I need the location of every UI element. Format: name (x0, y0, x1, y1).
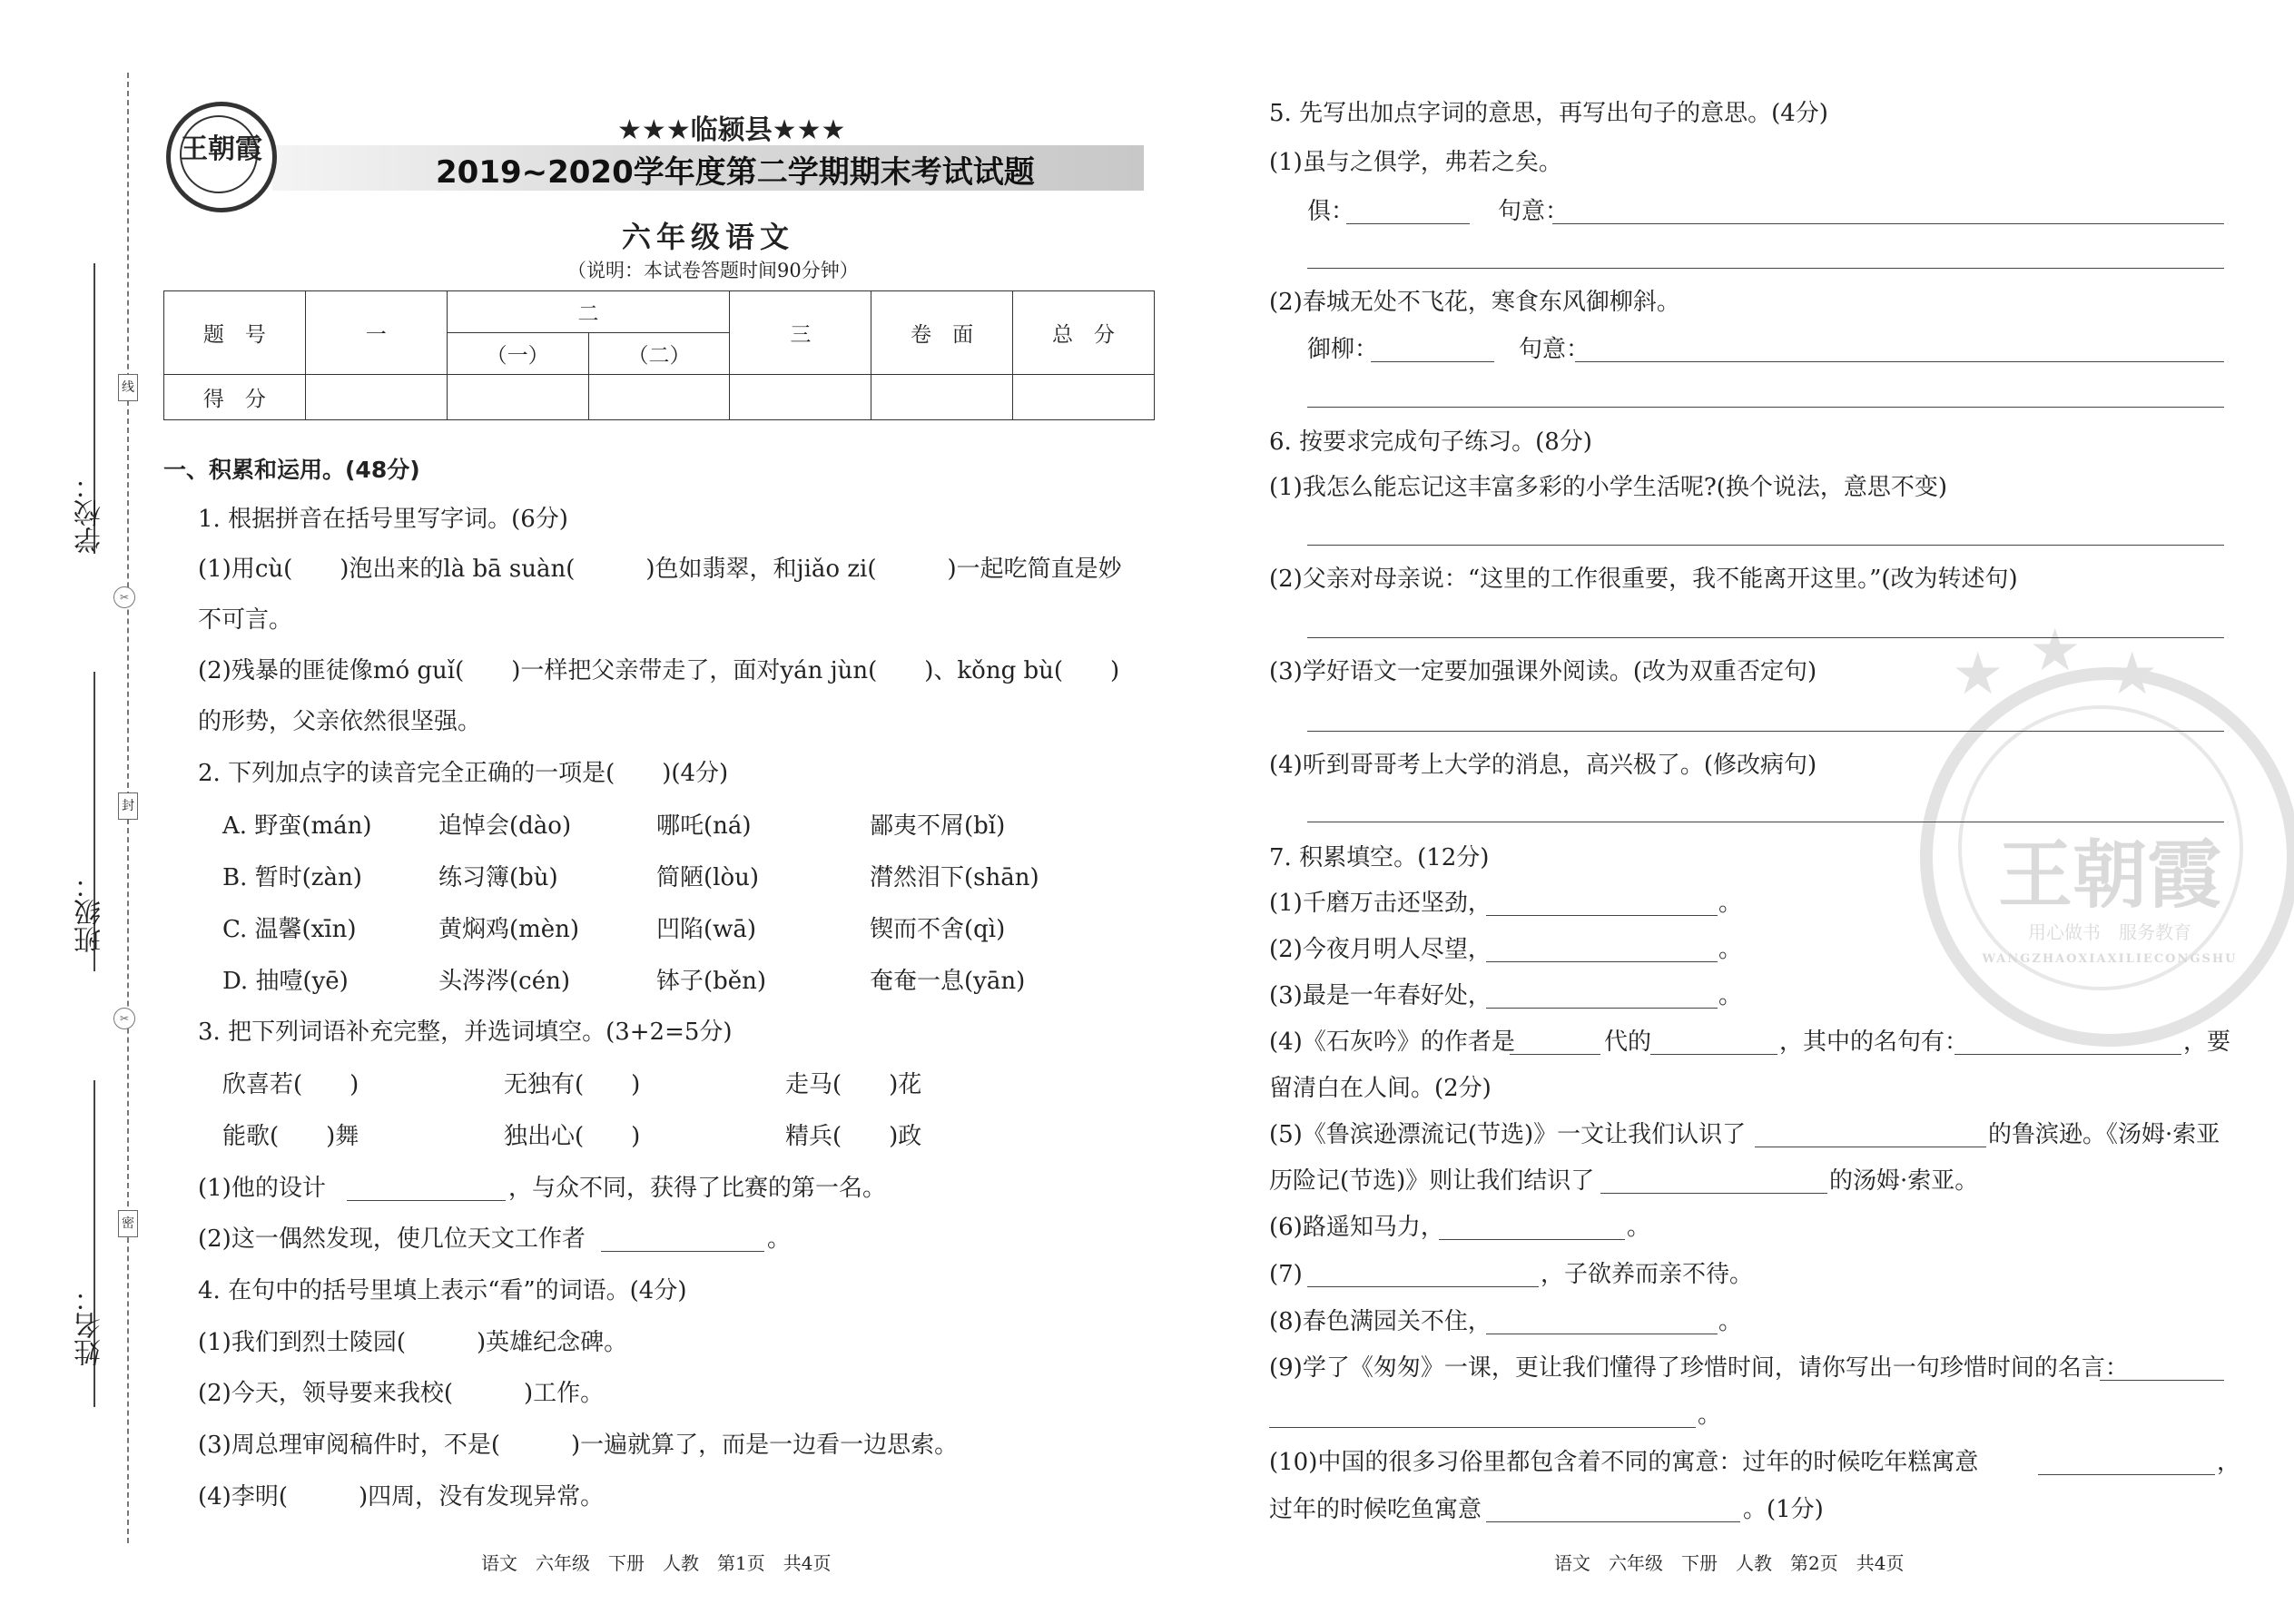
q5-stem: 5. 先写出加点字词的意思，再写出句子的意思。(4分) (1269, 100, 1828, 127)
q6-1: (1)我怎么能忘记这丰富多彩的小学生活呢?(换个说法，意思不变) (1269, 474, 1948, 501)
q5-1 (1269, 147, 1562, 178)
q2-D-3: 钵子(běn) (656, 968, 767, 995)
q7-10-answer-line-2[interactable] (1486, 1521, 1740, 1522)
q3-word-2: 无独有( ) (504, 1071, 641, 1098)
q2-C-4: 锲而不舍(qì) (870, 916, 1006, 943)
q7-10-d: 。(1分) (1743, 1496, 1824, 1523)
county-title: ★★★临颍县★★★ (617, 114, 846, 146)
q5-2-word-line[interactable] (1371, 361, 1494, 362)
q4-1: (1)我们到烈士陵园( )英雄纪念碑。 (198, 1329, 628, 1356)
score-col-1: 一 (305, 291, 447, 375)
binding-tag-line: 线 (118, 374, 138, 401)
score-col-tihao: 题 号 (164, 291, 306, 375)
score-cell[interactable] (871, 375, 1013, 420)
q2-C-3: 凹陷(wā) (656, 916, 757, 943)
q1-2-line1: (2)残暴的匪徒像mó guǐ( )一样把父亲带走了，面对yán jùn( )、kǒng bù( ) (198, 657, 1120, 684)
q7-3-text: (3)最是一年春好处， (1269, 982, 1492, 1009)
q5-2: (2)春城无处不飞花，寒食东风御柳斜。 (1269, 289, 1680, 316)
watermark-seal (1920, 667, 2294, 1047)
watermark-name: 王朝霞 (1997, 832, 2221, 919)
q4-2: (2)今天，领导要来我校( )工作。 (198, 1380, 605, 1407)
q5-2-word-label: 御柳： (1307, 336, 1379, 363)
q7-6-answer-line[interactable] (1439, 1239, 1625, 1240)
q2-D-1: D. 抽噎(yē) (222, 968, 349, 995)
q7-4-e: 留清白在人间。(2分) (1269, 1075, 1492, 1102)
score-col-2: 二 (447, 291, 730, 333)
q7-4-verse-line[interactable] (1954, 1054, 2181, 1055)
score-col-total: 总 分 (1013, 291, 1155, 375)
q5-1-sent-line[interactable] (1552, 223, 2224, 224)
q4-4: (4)李明( )四周，没有发现异常。 (198, 1483, 605, 1511)
q7-5-answer-line-2[interactable] (1600, 1193, 1827, 1194)
q6-4: (4)听到哥哥考上大学的消息，高兴极了。(修改病句) (1269, 752, 1817, 779)
q7-5-a: (5)《鲁滨逊漂流记(节选)》一文让我们认识了 (1269, 1121, 1747, 1148)
q7-6-period: 。 (1627, 1214, 1651, 1241)
binding-tag-close: 密 (118, 1210, 138, 1237)
name-label: 姓名： (74, 1284, 106, 1366)
q7-4-d: ，要 (2183, 1029, 2231, 1056)
footer-left: 语文 六年级 下册 人教 第1页 共4页 (481, 1552, 832, 1574)
q2-stem: 2. 下列加点字的读音完全正确的一项是( )(4分) (198, 760, 729, 787)
watermark-pinyin: WANGZHAOXIAXILIECONGSHU (1982, 952, 2238, 966)
q2-A-4: 鄙夷不屑(bǐ) (870, 812, 1006, 840)
q3-word-1: 欣喜若( ) (222, 1071, 359, 1098)
q7-10-c: 过年的时候吃鱼寓意 (1269, 1496, 1482, 1523)
q7-7-answer-line[interactable] (1307, 1286, 1539, 1287)
q3-word-4: 能歌( )舞 (222, 1123, 359, 1150)
q7-9-text: (9)学了《匆匆》一课，更让我们懂得了珍惜时间，请你写出一句珍惜时间的名言： (1269, 1354, 2129, 1382)
q1-1-line2: 不可言。 (198, 606, 293, 634)
section-1-title: 一、积累和运用。(48分) (163, 457, 420, 483)
watermark-slogan: 用心做书 服务教育 (2028, 921, 2191, 943)
q7-stem: 7. 积累填空。(12分) (1269, 844, 1490, 871)
q3-1-answer-line[interactable] (347, 1200, 506, 1201)
watermark-star-icon: ★ (1952, 641, 2004, 708)
subject-title: 六年级语文 (622, 220, 795, 254)
q5-2-sent-line-2[interactable] (1307, 407, 2224, 408)
q2-C-2: 黄焖鸡(mèn) (438, 916, 580, 943)
score-cell[interactable] (588, 375, 730, 420)
q3-1-end: ，与众不同，获得了比赛的第一名。 (508, 1175, 887, 1202)
q6-2-answer-line[interactable] (1307, 637, 2224, 638)
q7-5-b: 的鲁滨逊。《汤姆·索亚 (1988, 1121, 2220, 1148)
school-label: 学校： (74, 472, 106, 554)
q7-6-text: (6)路遥知马力， (1269, 1214, 1444, 1241)
q7-5-d: 的汤姆·索亚。 (1829, 1167, 1979, 1195)
q3-word-5: 独出心( ) (504, 1123, 641, 1150)
score-row-label: 得 分 (164, 375, 306, 420)
q3-word-3: 走马( )花 (785, 1071, 922, 1098)
q7-8-text: (8)春色满园关不住， (1269, 1308, 1492, 1335)
q5-1-word-label: 俱： (1307, 198, 1355, 225)
q2-B-2: 练习簿(bù) (438, 864, 558, 891)
q7-9-answer-line-2[interactable] (1269, 1427, 1696, 1428)
score-col-2a: （一） (447, 333, 588, 375)
q3-stem: 3. 把下列词语补充完整，并选词填空。(3+2=5分) (198, 1019, 733, 1046)
q2-A-3: 哪吒(ná) (656, 812, 752, 840)
q7-4-dynasty-line[interactable] (1510, 1054, 1600, 1055)
q2-B-3: 简陋(lòu) (656, 864, 760, 891)
q3-2-start: (2)这一偶然发现，使几位天文工作者 (198, 1225, 586, 1253)
q6-3: (3)学好语文一定要加强课外阅读。(改为双重否定句) (1269, 658, 1817, 685)
score-table (163, 290, 1155, 420)
exam-title: 2019~2020学年度第二学期期末考试试题 (436, 154, 1035, 191)
q2-A-2: 追悼会(dào) (438, 812, 572, 840)
score-cell[interactable] (305, 375, 447, 420)
footer-right: 语文 六年级 下册 人教 第2页 共4页 (1554, 1552, 1905, 1574)
q7-1-period: 。 (1718, 890, 1743, 917)
class-label: 班级： (74, 871, 106, 953)
q7-4-b: 代的 (1604, 1029, 1652, 1056)
binding-knot-icon: ✂ (113, 586, 135, 608)
q6-2: (2)父亲对母亲说：“这里的工作很重要，我不能离开这里。”(改为转述句) (1269, 566, 2018, 593)
q5-2-sent-label: 句意： (1519, 336, 1590, 363)
q2-D-4: 奄奄一息(yān) (870, 968, 1026, 995)
q7-2-period: 。 (1718, 936, 1743, 963)
q7-2-answer-line[interactable] (1486, 961, 1718, 962)
q6-1-answer-line[interactable] (1307, 545, 2224, 546)
score-col-2b: （二） (588, 333, 730, 375)
binding-tag-seal: 封 (118, 792, 138, 820)
q7-3-answer-line[interactable] (1486, 1008, 1718, 1009)
q1-1-line1: (1)用cù( )泡出来的là bā suàn( )色如翡翠，和jiǎo zi( )一起吃简直是妙 (198, 556, 1122, 583)
q1-2-line2: 的形势，父亲依然很坚强。 (198, 708, 482, 735)
q5-2-sent-line[interactable] (1575, 361, 2224, 362)
q1-stem: 1. 根据拼音在括号里写字词。(6分) (198, 506, 568, 533)
score-cell[interactable] (730, 375, 871, 420)
q5-1-text: (1)虽与之俱学，弗若之矣。 (1269, 149, 1562, 176)
q7-7-b: ，子欲养而亲不待。 (1541, 1261, 1754, 1288)
q7-1-text: (1)千磨万击还坚劲， (1269, 890, 1492, 917)
watermark-star-icon: ★ (2106, 641, 2159, 708)
q6-stem: 6. 按要求完成句子练习。(8分) (1269, 428, 1592, 456)
q2-C-1: C. 温馨(xīn) (222, 916, 357, 943)
q3-1-start: (1)他的设计 (198, 1175, 326, 1202)
q7-8-period: 。 (1718, 1308, 1743, 1335)
q5-1-sent-label: 句意： (1498, 198, 1570, 225)
q7-1-answer-line[interactable] (1486, 915, 1718, 916)
q7-7-a: (7) (1269, 1261, 1303, 1288)
q7-4-c: ，其中的名句有： (1779, 1029, 1969, 1056)
publisher-logo (166, 102, 277, 212)
q2-B-1: B. 暂时(zàn) (222, 864, 362, 891)
q6-3-answer-line[interactable] (1307, 731, 2224, 732)
q7-9-answer-line-1[interactable] (2100, 1380, 2224, 1381)
q7-10-a: (10)中国的很多习俗里都包含着不同的寓意：过年的时候吃年糕寓意 (1269, 1449, 1979, 1476)
binding-knot-icon: ✂ (113, 1008, 135, 1029)
q7-10-b: ， (2217, 1449, 2241, 1476)
q7-2-text: (2)今夜月明人尽望， (1269, 936, 1492, 963)
score-cell[interactable] (1013, 375, 1155, 420)
q7-4-a: (4)《石灰吟》的作者是 (1269, 1029, 1515, 1056)
score-cell[interactable] (447, 375, 588, 420)
score-col-3: 三 (730, 291, 871, 375)
q3-word-6: 精兵( )政 (785, 1123, 922, 1150)
q5-1-word-line[interactable] (1346, 223, 1470, 224)
watermark-star-icon: ★ (2029, 617, 2082, 684)
q7-5-c: 历险记(节选)》则让我们结识了 (1269, 1167, 1595, 1195)
q4-3: (3)周总理审阅稿件时，不是( )一遍就算了，而是一边看一边思索。 (198, 1432, 959, 1459)
q2-A-1: A. 野蛮(mán) (222, 812, 372, 840)
q7-9-period: 。 (1698, 1402, 1722, 1429)
q4-stem: 4. 在句中的括号里填上表示“看”的词语。(4分) (198, 1277, 687, 1304)
q3-2-end: 。 (767, 1225, 792, 1253)
logo-text: 王朝霞 (181, 133, 262, 165)
q7-3-period: 。 (1718, 982, 1743, 1009)
score-col-juanmian: 卷 面 (871, 291, 1013, 375)
exam-note: （说明：本试卷答题时间90分钟） (567, 260, 859, 281)
q2-B-4: 潸然泪下(shān) (870, 864, 1039, 891)
q7-10-answer-line-1[interactable] (2038, 1474, 2215, 1475)
q3-2-answer-line[interactable] (601, 1251, 764, 1252)
q7-4-author-line[interactable] (1650, 1054, 1777, 1055)
q5-1-sent-line-2[interactable] (1307, 268, 2224, 269)
q2-D-2: 头涔涔(cén) (438, 968, 570, 995)
